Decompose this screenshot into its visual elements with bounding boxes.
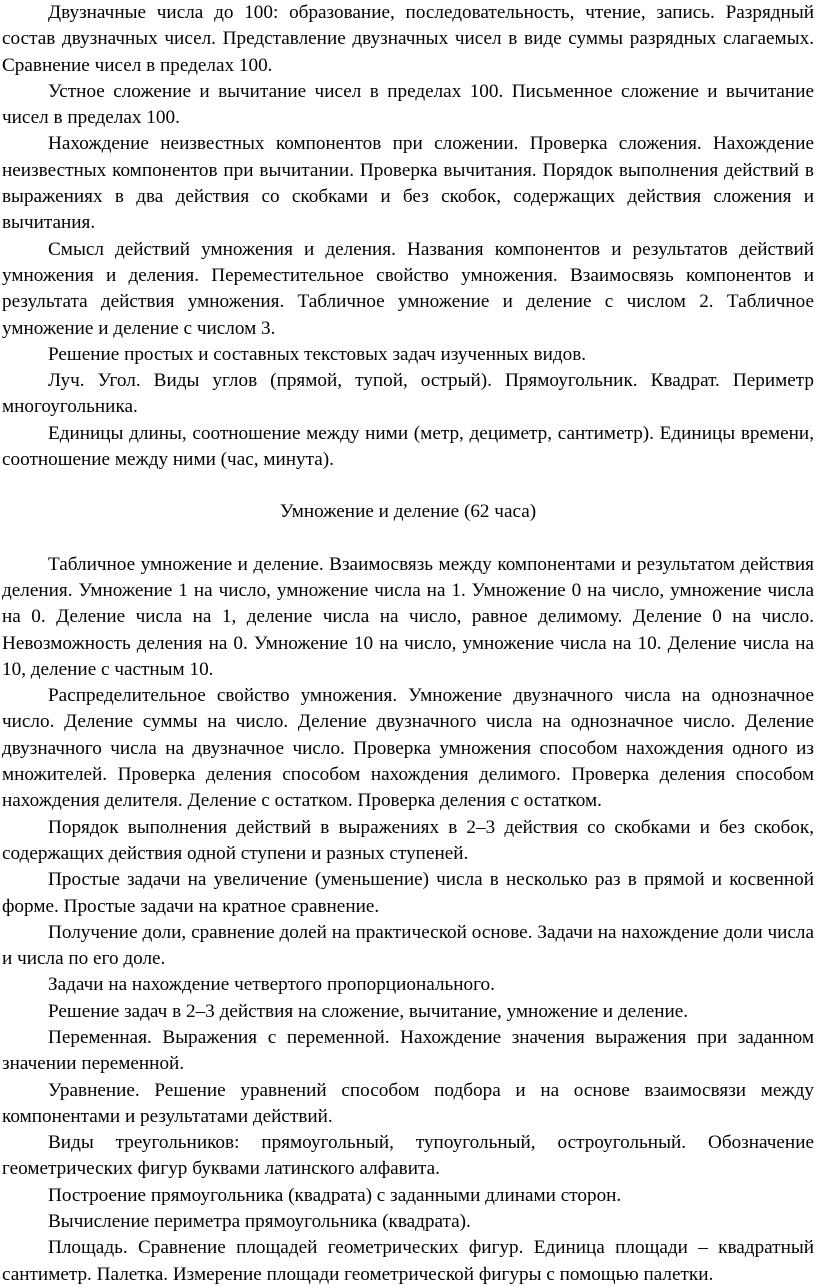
paragraph-order-of-operations: Порядок выполнения действий в выражениях в 2–3 действия со скобками и без скобок, содержащих действия одной ступени и разных ступеней. xyxy=(2,816,814,864)
paragraph-triangles: Виды треугольников: прямоугольный, тупоугольный, остроугольный. Обозначение геометрических фигур буквами латинского алфавита. xyxy=(2,1132,814,1180)
paragraph-unknown-components: Нахождение неизвестных компонентов при сложении. Проверка сложения. Нахождение неизвестных компонентов при вычитании. Проверка вычитания. Порядок выполнения действий в выражениях в два действия со скобками и без скобок, содержащих действия сложения и вычитания. xyxy=(2,133,814,234)
paragraph-equations: Уравнение. Решение уравнений способом подбора и на основе взаимосвязи между компонентами и результатами действий. xyxy=(2,1079,814,1127)
paragraph-geometry-basics: Луч. Угол. Виды углов (прямой, тупой, острый). Прямоугольник. Квадрат. Периметр многоугольника. xyxy=(2,370,814,418)
paragraph-two-digit-numbers: Двузначные числа до 100: образование, последовательность, чтение, запись. Разрядный состав двузначных чисел. Представление двузначных чисел в виде суммы разрядных слагаемых. Сравнение чисел в пределах 100. xyxy=(2,2,814,76)
paragraph-perimeter: Вычисление периметра прямоугольника (квадрата). xyxy=(48,1211,471,1233)
paragraph-simple-problems: Простые задачи на увеличение (уменьшение) числа в несколько раз в прямой и косвенной форме. Простые задачи на кратное сравнение. xyxy=(2,869,814,917)
paragraph-text-problems: Решение простых и составных текстовых задач изученных видов. xyxy=(48,343,587,365)
paragraph-fractions: Получение доли, сравнение долей на практической основе. Задачи на нахождение доли числа и числа по его доле. xyxy=(2,921,814,970)
paragraph-proportional: Задачи на нахождение четвертого пропорционального. xyxy=(48,974,495,996)
paragraph-table-multiplication: Табличное умножение и деление. Взаимосвязь между компонентами и результатом действия деления. Умножение 1 на число, умножение числа на 1. Умножение 0 на число, умножение числа на 0. Деление числа на 1, деление числа на число, равное делимому. Деление 0 на число. Невозможность деления на 0. Умножение 10 на число, умножение числа на 10. Деление числа на 10, деление с частным 10. xyxy=(2,553,814,680)
paragraph-variables: Переменная. Выражения с переменной. Нахождение значения выражения при заданном значении переменной. xyxy=(2,1026,814,1075)
paragraph-units: Единицы длины, соотношение между ними (метр, дециметр, сантиметр). Единицы времени, соотношение между ними (час, минута). xyxy=(2,422,814,471)
paragraph-multi-step-problems: Решение задач в 2–3 действия на сложение, вычитание, умножение и деление. xyxy=(48,1000,689,1022)
paragraph-addition-subtraction: Устное сложение и вычитание чисел в пределах 100. Письменное сложение и вычитание чисел в пределах 100. xyxy=(2,80,814,129)
paragraph-rectangle-construction: Построение прямоугольника (квадрата) с заданными длинами сторон. xyxy=(48,1184,622,1206)
paragraph-multiplication-meaning: Смысл действий умножения и деления. Названия компонентов и результатов действий умножения и деления. Переместительное свойство умножения. Взаимосвязь компонентов и результата действия умножения. Табличное умножение и деление с числом 2. Табличное умножение и деление с числом 3. xyxy=(2,238,814,339)
paragraph-area: Площадь. Сравнение площадей геометрических фигур. Единица площади – квадратный сантиметр. Палетка. Измерение площади геометрической фигуры с помощью палетки. xyxy=(2,1237,814,1285)
paragraph-distributive-property: Распределительное свойство умножения. Умножение двузначного числа на однозначное число. Деление суммы на число. Деление двузначного числа на однозначное число. Деление двузначного числа на двузначное число. Проверка умножения способом нахождения одного из множителей. Проверка деления способом нахождения делимого. Проверка деления способом нахождения делителя. Деление с остатком. Проверка деления с остатком. xyxy=(2,685,814,812)
section-title: Умножение и деление (62 часа) xyxy=(279,501,537,523)
